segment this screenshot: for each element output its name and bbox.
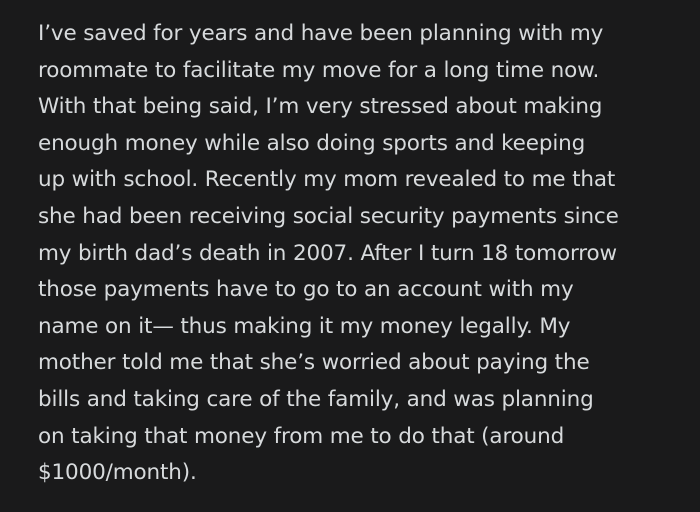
post-text-line: $1000/month).: [38, 460, 197, 486]
post-text-line: mother told me that she’s worried about paying the: [38, 350, 590, 376]
post-text-line: bills and taking care of the family, and was planning: [38, 386, 594, 412]
post-text-line: roommate to facilitate my move for a long time now.: [38, 57, 600, 83]
post-text-line: on taking that money from me to do that (around: [38, 423, 565, 449]
post-text-line: name on it— thus making it my money legally. My: [38, 313, 571, 339]
post-text-line: enough money while also doing sports and keeping: [38, 130, 586, 156]
post-text-line: my birth dad’s death in 2007. After I turn 18 tomorrow: [38, 240, 617, 266]
post-text-line: With that being said, I’m very stressed about making: [38, 94, 603, 120]
post-text-line: up with school. Recently my mom revealed to me that: [38, 167, 616, 193]
post-text-line: I’ve saved for years and have been planning with my: [38, 21, 604, 46]
post-text-line: she had been receiving social security payments since: [38, 203, 619, 229]
post-text-line: those payments have to go to an account with my: [38, 277, 574, 303]
